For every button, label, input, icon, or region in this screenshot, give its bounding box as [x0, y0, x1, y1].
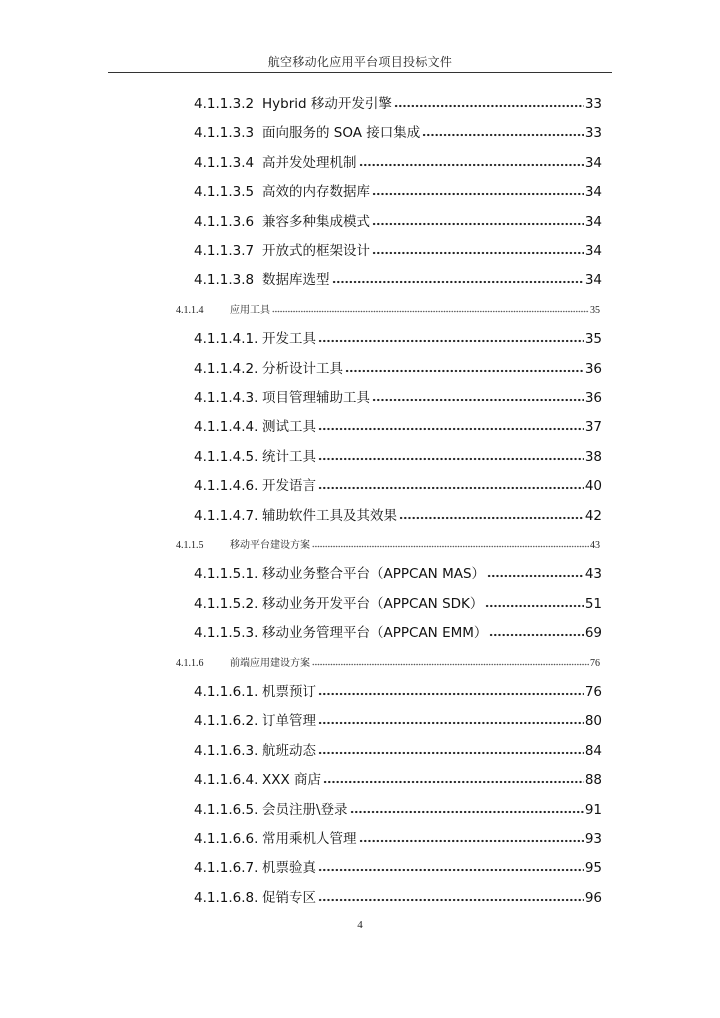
toc-entry-title: 前端应用建设方案	[230, 657, 310, 669]
toc-entry-title: 分析设计工具	[262, 360, 343, 377]
toc-dot-leader	[487, 574, 584, 578]
toc-entry[interactable]	[194, 474, 602, 494]
toc-entry-page: 43	[590, 540, 600, 551]
toc-dot-leader	[422, 133, 584, 137]
toc-entry[interactable]	[176, 301, 600, 316]
toc-entry-title: 机票验真	[262, 860, 316, 877]
toc-entry-page: 51	[584, 595, 602, 612]
toc-entry-number: 4.1.1.6	[176, 657, 204, 669]
toc-entry-number: 4.1.1.4.6.	[194, 478, 259, 495]
toc-entry[interactable]	[194, 827, 602, 847]
toc-dot-leader	[372, 222, 584, 226]
toc-entry[interactable]	[194, 856, 602, 876]
toc-entry-page: 76	[584, 684, 602, 700]
toc-entry-page: 91	[584, 801, 602, 818]
toc-entry-title: 兼容多种集成模式	[262, 213, 370, 230]
header-rule	[108, 72, 612, 73]
toc-dot-leader	[318, 692, 584, 696]
toc-entry[interactable]	[194, 180, 602, 200]
toc-entry-page: 36	[584, 360, 602, 377]
toc-entry-number: 4.1.1.3.4	[194, 154, 255, 171]
toc-entry-page: 42	[584, 507, 602, 524]
toc-entry[interactable]	[194, 386, 602, 406]
toc-dot-leader	[318, 427, 584, 431]
toc-entry-title: 常用乘机人管理	[262, 831, 357, 847]
toc-dot-leader	[332, 280, 584, 284]
toc-entry-number: 4.1.1.6.7.	[194, 860, 259, 877]
toc-entry[interactable]	[194, 592, 602, 612]
toc-entry-title: XXX 商店	[262, 772, 322, 789]
toc-entry[interactable]	[194, 121, 602, 141]
toc-entry-page: 34	[584, 272, 602, 289]
toc-entry-title: 数据库选型	[262, 272, 330, 289]
toc-entry-page: 38	[584, 448, 602, 465]
toc-entry-number: 4.1.1.5.2.	[194, 595, 259, 612]
toc-entry[interactable]	[194, 621, 602, 641]
toc-entry-number: 4.1.1.3.2	[194, 96, 255, 112]
toc-dot-leader	[318, 898, 584, 902]
toc-entry[interactable]	[194, 445, 602, 465]
toc-dot-leader	[485, 604, 583, 608]
toc-entry-page: 35	[590, 304, 600, 316]
toc-entry-number: 4.1.1.4	[176, 304, 204, 316]
toc-entry-page: 93	[584, 831, 602, 847]
toc-entry[interactable]	[194, 210, 602, 230]
toc-entry-title: 移动业务开发平台（APPCAN SDK）	[262, 595, 484, 612]
toc-entry-page: 36	[584, 390, 602, 406]
toc-entry-number: 4.1.1.6.5.	[194, 801, 259, 818]
toc-entry-page: 69	[584, 625, 602, 642]
toc-entry-number: 4.1.1.5	[176, 540, 204, 551]
toc-entry-number: 4.1.1.6.1.	[194, 684, 259, 700]
toc-entry-title: 高并发处理机制	[262, 154, 357, 171]
toc-dot-leader	[312, 663, 589, 666]
toc-entry[interactable]	[194, 739, 602, 759]
toc-entry-number: 4.1.1.6.4.	[194, 772, 259, 789]
toc-entry-page: 80	[584, 713, 602, 730]
toc-entry[interactable]	[194, 504, 602, 524]
toc-entry-page: 88	[584, 772, 602, 789]
toc-entry[interactable]	[194, 680, 602, 700]
toc-dot-leader	[372, 398, 584, 402]
toc-dot-leader	[318, 457, 584, 461]
toc-entry[interactable]	[194, 562, 602, 582]
toc-entry-number: 4.1.1.3.5	[194, 184, 255, 201]
toc-entry[interactable]	[176, 536, 600, 551]
toc-dot-leader	[312, 545, 589, 548]
toc-entry-number: 4.1.1.6.8.	[194, 889, 259, 906]
toc-entry-page: 95	[584, 860, 602, 877]
toc-entry-page: 33	[584, 96, 602, 112]
toc-entry[interactable]	[194, 327, 602, 347]
toc-entry[interactable]	[194, 709, 602, 729]
toc-entry-title: 测试工具	[262, 419, 316, 436]
toc-entry-page: 34	[584, 213, 602, 230]
toc-entry-title: 统计工具	[262, 448, 316, 465]
toc-entry-number: 4.1.1.4.5.	[194, 448, 259, 465]
toc-entry-page: 37	[584, 419, 602, 436]
page-number: 4	[357, 919, 363, 931]
toc-entry-page: 84	[584, 742, 602, 759]
toc-entry-number: 4.1.1.6.6.	[194, 831, 259, 847]
toc-entry-number: 4.1.1.3.7	[194, 243, 255, 259]
toc-entry-title: 项目管理辅助工具	[262, 390, 370, 406]
toc-dot-leader	[372, 192, 584, 196]
toc-entry[interactable]	[176, 654, 600, 669]
toc-entry[interactable]	[194, 798, 602, 818]
toc-entry[interactable]	[194, 357, 602, 377]
toc-dot-leader	[318, 868, 584, 872]
toc-dot-leader	[350, 810, 584, 814]
toc-entry-title: 航班动态	[262, 742, 316, 759]
toc-entry[interactable]	[194, 415, 602, 435]
toc-entry-title: 会员注册\登录	[262, 801, 348, 818]
page-header-title: 航空移动化应用平台项目投标文件	[267, 55, 453, 69]
toc-entry-page: 96	[584, 889, 602, 906]
toc-entry-number: 4.1.1.5.3.	[194, 625, 259, 642]
toc-entry-number: 4.1.1.5.1.	[194, 566, 259, 583]
toc-dot-leader	[359, 839, 584, 843]
toc-entry[interactable]	[194, 886, 602, 906]
toc-entry-title: 移动业务整合平台（APPCAN MAS）	[262, 566, 486, 583]
toc-dot-leader	[272, 310, 589, 313]
toc-entry-title: 应用工具	[230, 304, 270, 316]
toc-entry-number: 4.1.1.4.3.	[194, 390, 259, 406]
toc-entry-number: 4.1.1.4.1.	[194, 331, 259, 348]
toc-entry[interactable]	[194, 268, 602, 288]
toc-entry-title: 移动平台建设方案	[230, 540, 310, 551]
toc-entry-title: 移动业务管理平台（APPCAN EMM）	[262, 625, 488, 642]
toc-entry-number: 4.1.1.3.3	[194, 125, 255, 142]
toc-entry-number: 4.1.1.4.4.	[194, 419, 259, 436]
toc-entry-page: 76	[590, 657, 600, 669]
toc-entry-title: 开放式的框架设计	[262, 243, 370, 259]
toc-entry-number: 4.1.1.3.8	[194, 272, 255, 289]
toc-dot-leader	[323, 780, 584, 784]
toc-dot-leader	[399, 516, 584, 520]
toc-entry-title: 开发语言	[262, 478, 316, 495]
toc-entry[interactable]	[194, 768, 602, 788]
toc-dot-leader	[318, 339, 584, 343]
toc-entry-title: 面向服务的 SOA 接口集成	[262, 125, 421, 142]
toc-entry-title: 机票预订	[262, 684, 316, 700]
toc-dot-leader	[318, 486, 584, 490]
toc-entry-number: 4.1.1.3.6	[194, 213, 255, 230]
toc-entry-title: 辅助软件工具及其效果	[262, 507, 397, 524]
toc-entry-page: 34	[584, 243, 602, 259]
toc-entry-title: 开发工具	[262, 331, 316, 348]
toc-dot-leader	[394, 104, 584, 108]
toc-entry[interactable]	[194, 239, 602, 259]
toc-entry-number: 4.1.1.6.2.	[194, 713, 259, 730]
toc-entry[interactable]	[194, 92, 602, 112]
toc-entry-title: 促销专区	[262, 889, 316, 906]
toc-dot-leader	[318, 751, 584, 755]
toc-entry-number: 4.1.1.6.3.	[194, 742, 259, 759]
toc-entry-title: 高效的内存数据库	[262, 184, 370, 201]
toc-entry-page: 34	[584, 184, 602, 201]
toc-dot-leader	[345, 369, 584, 373]
toc-entry-number: 4.1.1.4.7.	[194, 507, 259, 524]
toc-entry-number: 4.1.1.4.2.	[194, 360, 259, 377]
toc-entry-page: 34	[584, 154, 602, 171]
toc-entry-title: 订单管理	[262, 713, 316, 730]
toc-dot-leader	[359, 163, 584, 167]
toc-dot-leader	[318, 721, 584, 725]
toc-dot-leader	[372, 251, 584, 255]
toc-entry[interactable]	[194, 151, 602, 171]
toc-entry-title: Hybrid 移动开发引擎	[262, 96, 392, 112]
toc-entry-page: 43	[584, 566, 602, 583]
toc-dot-leader	[489, 633, 583, 637]
toc-entry-page: 35	[584, 331, 602, 348]
toc-entry-page: 33	[584, 125, 602, 142]
toc-entry-page: 40	[584, 478, 602, 495]
